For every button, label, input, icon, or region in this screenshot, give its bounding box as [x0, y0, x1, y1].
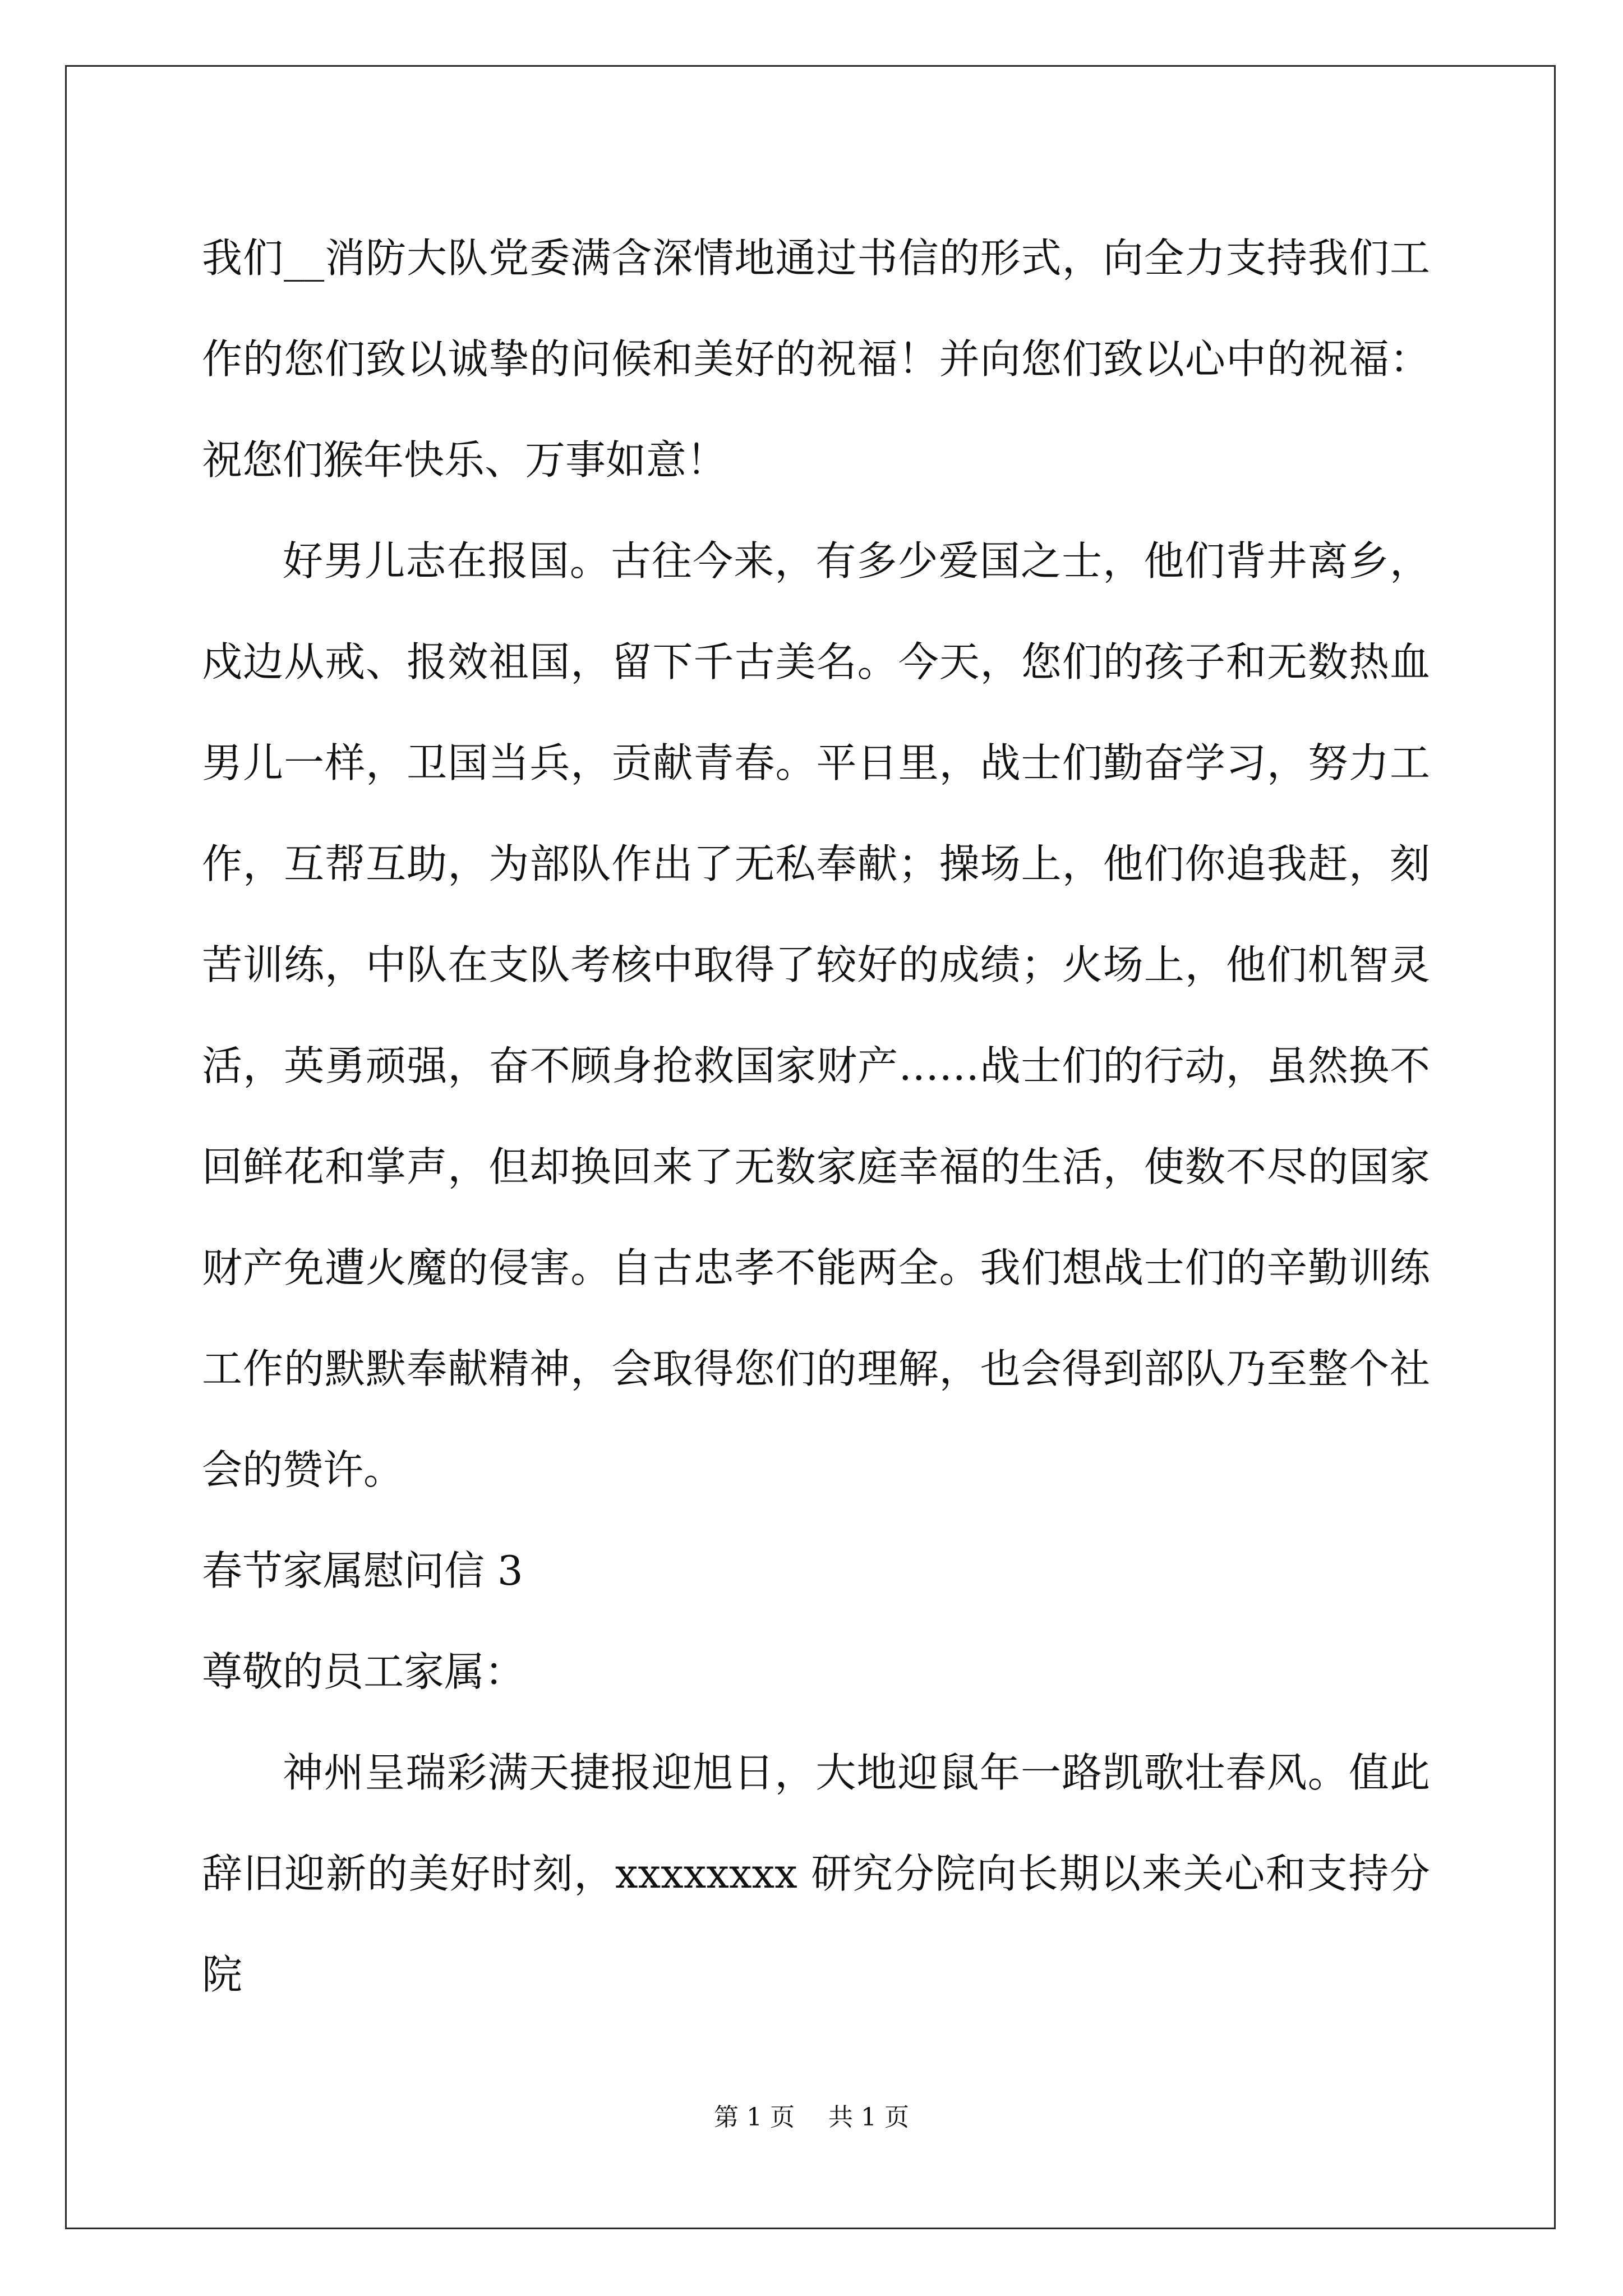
salutation: 尊敬的员工家属： [202, 1648, 525, 1695]
section-heading: 春节家属慰问信 3 [202, 1547, 523, 1594]
paragraph-soldiers: 好男儿志在报国。古往今来，有多少爱国之士，他们背井离乡，戍边从戒、报效祖国，留下千古美名。今天，您们的孩子和无数热血男儿一样，卫国当兵，贡献青春。平日里，战士们勤奋学习，努力工作，互帮互助，为部队作出了无私奉献；操场上，他们你追我赶，刻苦训练，中队在支队考核中取得了较好的成绩；火场上，他们机智灵活，英勇顽强，奋不顾身抢救国家财产……战士们的行动，虽然换不回鲜花和掌声，但却换回来了无数家庭幸福的生活，使数不尽的国家财产免遭火魔的侵害。自古忠孝不能两全。我们想战士们的辛勤训练工作的默默奉献精神，会取得您们的理解，也会得到部队乃至整个社会的赞许。 [202, 537, 1430, 1493]
page-footer [0, 2101, 1623, 2134]
document-body [202, 208, 1430, 2025]
page-number: 第 1 页 [714, 2103, 795, 2132]
paragraph-greeting: 我们__消防大队党委满含深情地通过书信的形式，向全力支持我们工作的您们致以诚挚的问候和美好的祝福！并向您们致以心中的祝福：祝您们猴年快乐、万事如意！ [202, 234, 1430, 484]
paragraph-new-year: 神州呈瑞彩满天捷报迎旭日，大地迎鼠年一路凯歌壮春风。值此辞旧迎新的美好时刻，xxxxxxxx 研究分院向长期以来关心和支持分院 [202, 1749, 1430, 1998]
page-total: 共 1 页 [828, 2103, 909, 2132]
